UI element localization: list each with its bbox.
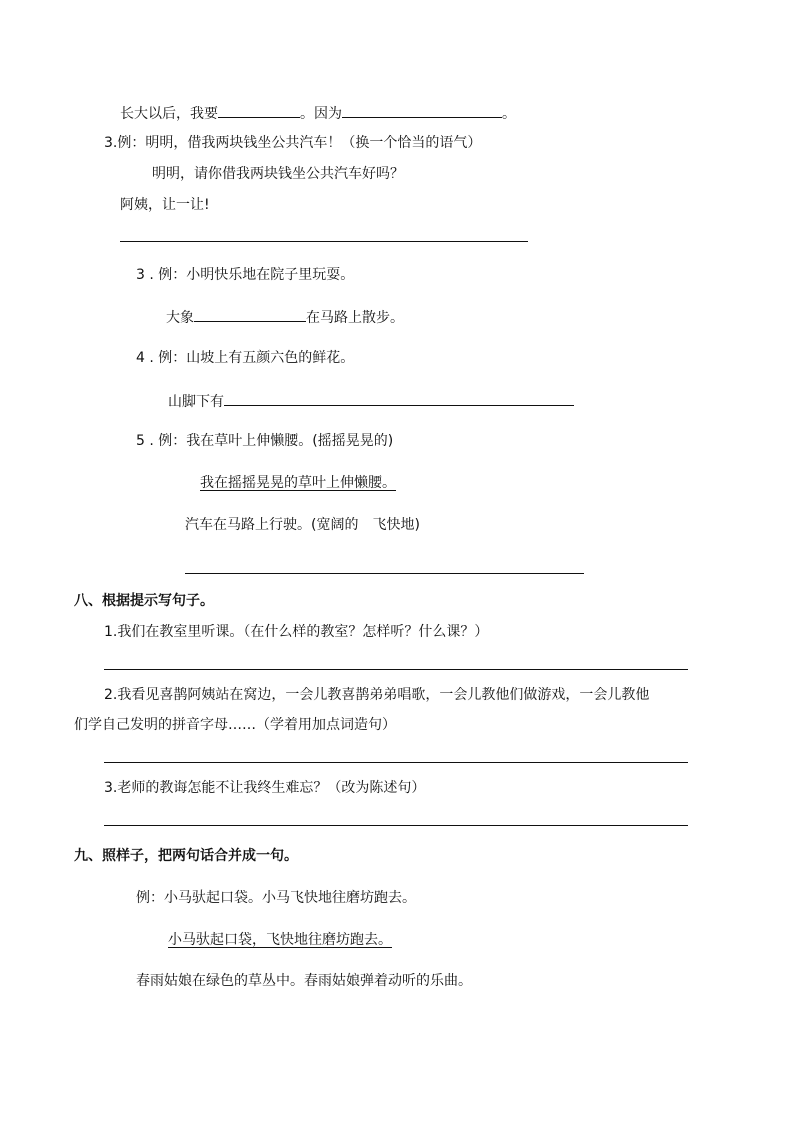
text-segment: 。 <box>502 106 516 122</box>
question-number: 5 . <box>136 433 154 449</box>
section-9-answer: 小马驮起口袋，飞快地往磨坊跑去。 <box>168 932 392 948</box>
blank-answer-3b[interactable] <box>194 307 306 322</box>
text-segment: 大象 <box>166 310 194 326</box>
question-4-task <box>168 391 574 411</box>
section-9-example: 例：小马驮起口袋。小马飞快地往磨坊跑去。 <box>136 890 416 906</box>
answer-line-8-3[interactable] <box>104 825 688 826</box>
question-3b-example <box>136 266 354 284</box>
section-8-question-2-line-1: 2.我看见喜鹊阿姨站在窝边，一会儿教喜鹊弟弟唱歌，一会儿教他们做游戏，一会儿教他 <box>104 687 650 703</box>
section-8-question-2-line-2: 们学自己发明的拼音字母……（学着用加点词造句） <box>74 717 396 733</box>
section-8-question-1: 1.我们在教室里听课。（在什么样的教室？怎样听？什么课？） <box>104 624 489 640</box>
section-9-task: 春雨姑娘在绿色的草丛中。春雨姑娘弹着动听的乐曲。 <box>136 973 472 989</box>
question-5-example <box>136 432 393 450</box>
question-number: 3. <box>104 135 118 151</box>
question-number: 3 . <box>136 267 154 283</box>
question-3b-task <box>166 307 404 327</box>
question-3-answer: 明明，请你借我两块钱坐公共汽车好吗？ <box>152 166 404 182</box>
answer-line-8-2[interactable] <box>104 762 688 763</box>
answer-line-q3[interactable] <box>120 241 528 242</box>
question-5-answer: 我在摇摇晃晃的草叶上伸懒腰。 <box>200 475 396 491</box>
blank-answer-1[interactable] <box>218 103 300 118</box>
example-text: 例：小明快乐地在院子里玩耍。 <box>158 267 355 283</box>
answer-line-q5[interactable] <box>185 573 584 574</box>
text-segment: 长大以后，我要 <box>120 106 218 122</box>
question-3-example <box>104 134 481 152</box>
answer-line-8-1[interactable] <box>104 669 688 670</box>
fill-line-grow-up <box>120 103 516 123</box>
section-8-heading: 八、根据提示写句子。 <box>74 593 214 609</box>
blank-answer-2[interactable] <box>342 103 502 118</box>
blank-answer-4[interactable] <box>224 391 574 406</box>
section-9-heading: 九、照样子，把两句话合并成一句。 <box>74 848 298 864</box>
example-text: 例：明明，借我两块钱坐公共汽车！（换一个恰当的语气） <box>117 135 482 151</box>
question-3-task: 阿姨，让一让! <box>120 197 210 213</box>
text-segment: 在马路上散步。 <box>306 310 404 326</box>
question-number: 4 . <box>136 350 154 366</box>
example-text: 例：我在草叶上伸懒腰。(摇摇晃晃的) <box>158 433 394 449</box>
text-segment: 。因为 <box>300 106 342 122</box>
question-5-task: 汽车在马路上行驶。(宽阔的 飞快地) <box>185 517 420 533</box>
question-4-example <box>136 349 354 367</box>
example-text: 例：山坡上有五颜六色的鲜花。 <box>158 350 355 366</box>
section-8-question-3: 3.老师的教诲怎能不让我终生难忘？（改为陈述句） <box>104 780 426 796</box>
text-segment: 山脚下有 <box>168 394 224 410</box>
